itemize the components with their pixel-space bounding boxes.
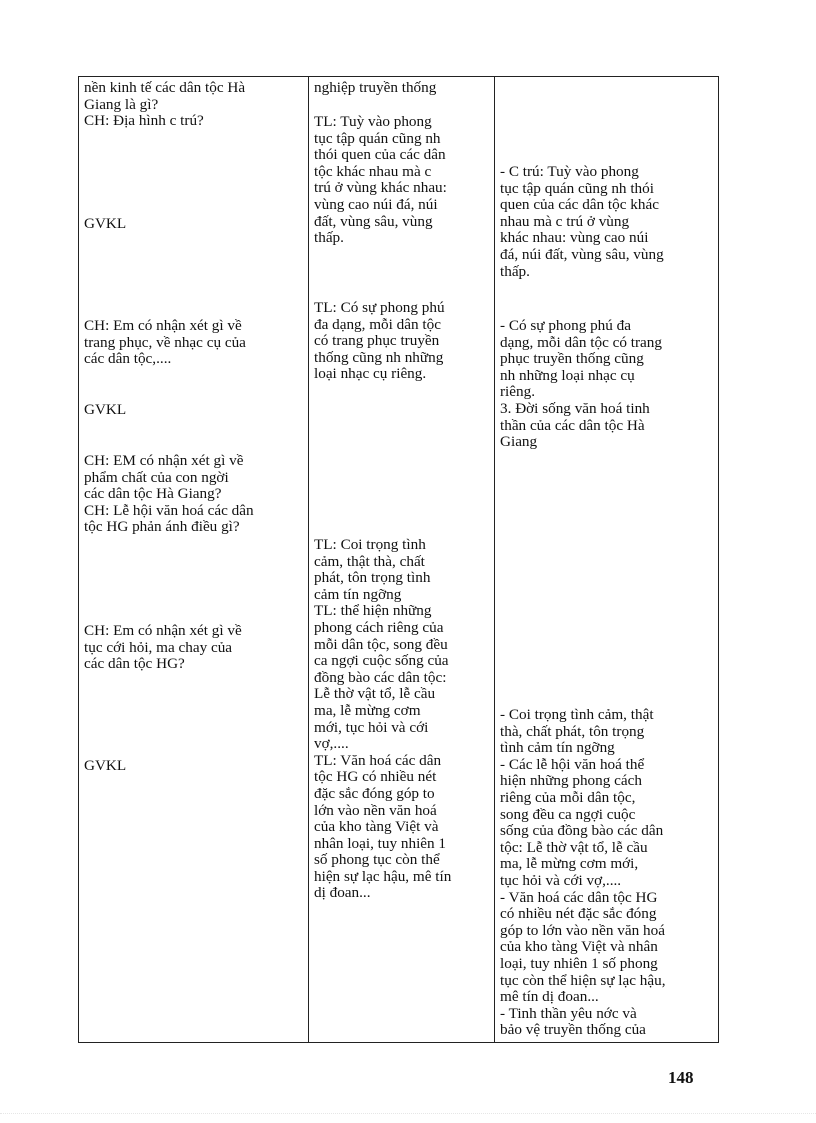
text-line: sống của đồng bào các dân	[500, 822, 664, 840]
text-line: tình cảm tín ngỡng	[500, 739, 615, 757]
text-line: tộc: Lễ thờ vật tổ, lễ cầu	[500, 838, 648, 856]
text-line: tộc HG có nhiều nét	[314, 768, 437, 786]
text-line: hiện sự lạc hậu, mê tín	[314, 867, 452, 885]
text-line: nền kinh tế các dân tộc Hà	[84, 79, 246, 96]
text-line: tục cới hỏi, ma chay của	[84, 638, 233, 656]
mid-block-1	[314, 80, 436, 97]
text-line: của kho tàng Việt và	[314, 818, 439, 836]
text-line: nhân loại, tuy nhiên 1	[314, 834, 447, 852]
text-line: nh những loại nhạc cụ	[500, 366, 635, 384]
text-line: Giang là gì?	[84, 95, 159, 113]
text-line: Giang	[500, 433, 538, 451]
text-line: TL: Văn hoá các dân	[314, 751, 442, 769]
text-line: tục tập quán cũng nh thói	[500, 179, 654, 197]
text-line: các dân tộc HG?	[84, 655, 185, 673]
text-line: cảm, thật thà, chất	[314, 552, 425, 570]
text-line: - Coi trọng tình cảm, thật	[500, 706, 654, 723]
text-line: CH: Em có nhận xét gì về	[84, 317, 242, 334]
text-line: thống cũng nh những	[314, 348, 444, 366]
left-block-6	[84, 623, 242, 673]
text-line: nghiệp truyền thống	[314, 79, 437, 96]
text-line: đồng bào các dân tộc:	[314, 668, 447, 686]
text-line: CH: Địa hình c trú?	[84, 112, 204, 130]
text-line: hiện những phong cách	[500, 772, 642, 790]
text-line: ca ngợi cuộc sống của	[314, 652, 449, 670]
text-line: CH: Lễ hội văn hoá các dân	[84, 501, 254, 519]
text-line: GVKL	[84, 215, 127, 232]
mid-block-4	[314, 537, 451, 902]
column-divider-2	[494, 76, 495, 1043]
text-line: tục còn thể hiện sự lạc hậu,	[500, 971, 666, 989]
text-line: riêng.	[500, 383, 536, 401]
text-line: đặc sắc đóng góp to	[314, 784, 435, 802]
text-line: thần của các dân tộc Hà	[500, 416, 645, 434]
text-line: TL: thể hiện những	[314, 602, 432, 620]
text-line: vợ,....	[314, 735, 349, 753]
footer-dotted-rule	[0, 1113, 816, 1114]
text-line: trang phục, về nhạc cụ của	[84, 333, 246, 351]
text-line: thà, chất phát, tôn trọng	[500, 722, 645, 740]
text-line: Lễ thờ vật tổ, lễ cầu	[314, 685, 436, 703]
text-line: tộc khác nhau mà c	[314, 162, 432, 180]
text-line: - C trú: Tuỳ vào phong	[500, 163, 639, 180]
text-line: - Các lễ hội văn hoá thể	[500, 755, 645, 773]
left-block-3	[84, 318, 246, 368]
mid-block-2	[314, 114, 447, 247]
text-line: cảm tín ngỡng	[314, 585, 402, 603]
text-line: có nhiều nét đặc sắc đóng	[500, 905, 657, 923]
text-line: góp to lớn vào nền văn hoá	[500, 921, 665, 939]
left-block-2	[84, 216, 126, 233]
text-line: trú ở vùng khác nhau:	[314, 179, 447, 197]
text-line: dị đoan...	[314, 884, 371, 902]
text-line: thói quen của các dân	[314, 146, 446, 164]
text-line: - Tinh thần yêu nớc và	[500, 1004, 637, 1022]
text-line: mê tín dị đoan...	[500, 988, 599, 1006]
right-block-3	[500, 707, 666, 1039]
text-line: TL: Tuỳ vào phong	[314, 113, 432, 130]
left-block-7	[84, 758, 126, 775]
text-line: phát, tôn trọng tình	[314, 569, 431, 587]
text-line: TL: Coi trọng tình	[314, 536, 426, 553]
text-line: bảo vệ truyền thống của	[500, 1021, 646, 1039]
text-line: ma, lễ mừng cơm mới,	[500, 855, 639, 873]
text-line: lớn vào nền văn hoá	[314, 801, 437, 819]
text-line: đa dạng, mỗi dân tộc	[314, 315, 441, 333]
text-line: phong cách riêng của	[314, 618, 444, 636]
text-line: các dân tộc,....	[84, 350, 172, 368]
mid-block-3	[314, 300, 445, 383]
text-line: tộc HG phản ánh điều gì?	[84, 518, 240, 536]
right-block-1	[500, 164, 664, 280]
page-number: 148	[668, 1068, 694, 1087]
text-line: riêng của mỗi dân tộc,	[500, 788, 636, 806]
text-line: - Văn hoá các dân tộc HG	[500, 888, 658, 906]
text-line: tục tập quán cũng nh	[314, 129, 441, 147]
text-line: khác nhau: vùng cao núi	[500, 229, 649, 247]
text-line: số phong tục còn thể	[314, 851, 440, 869]
text-line: - Có sự phong phú đa	[500, 317, 631, 334]
text-line: mới, tục hỏi và cới	[314, 718, 429, 736]
text-line: CH: Em có nhận xét gì về	[84, 622, 242, 639]
text-line: đất, vùng sâu, vùng	[314, 212, 433, 230]
left-block-1	[84, 80, 245, 130]
text-line: các dân tộc Hà Giang?	[84, 485, 222, 503]
column-divider-1	[308, 76, 309, 1043]
text-line: của kho tàng Việt và nhân	[500, 938, 658, 956]
text-line: tục hỏi và cới vợ,....	[500, 871, 622, 889]
left-block-4	[84, 402, 126, 419]
text-line: phục truyền thống cũng	[500, 350, 644, 368]
left-block-5	[84, 453, 254, 536]
text-line: phẩm chất của con ngời	[84, 468, 229, 486]
text-line: đá, núi đất, vùng sâu, vùng	[500, 245, 664, 263]
text-line: nhau mà c trú ở vùng	[500, 212, 630, 230]
text-line: loại, tuy nhiên 1 số phong	[500, 954, 658, 972]
text-line: TL: Có sự phong phú	[314, 299, 445, 316]
text-line: 3. Đời sống văn hoá tinh	[500, 399, 650, 417]
text-line: song đều ca ngợi cuộc	[500, 805, 636, 823]
right-block-2	[500, 318, 662, 451]
text-line: GVKL	[84, 757, 127, 774]
text-line: mỗi dân tộc, song đều	[314, 635, 448, 653]
text-line: vùng cao núi đá, núi	[314, 195, 438, 213]
text-line: GVKL	[84, 401, 127, 418]
text-line: dạng, mỗi dân tộc có trang	[500, 333, 662, 351]
text-line: thấp.	[500, 262, 530, 280]
text-line: ma, lễ mừng cơm	[314, 701, 421, 719]
text-line: loại nhạc cụ riêng.	[314, 365, 427, 383]
text-line: có trang phục truyền	[314, 332, 440, 350]
text-line: CH: EM có nhận xét gì về	[84, 452, 244, 469]
text-line: thấp.	[314, 229, 344, 247]
text-line: quen của các dân tộc khác	[500, 196, 659, 214]
